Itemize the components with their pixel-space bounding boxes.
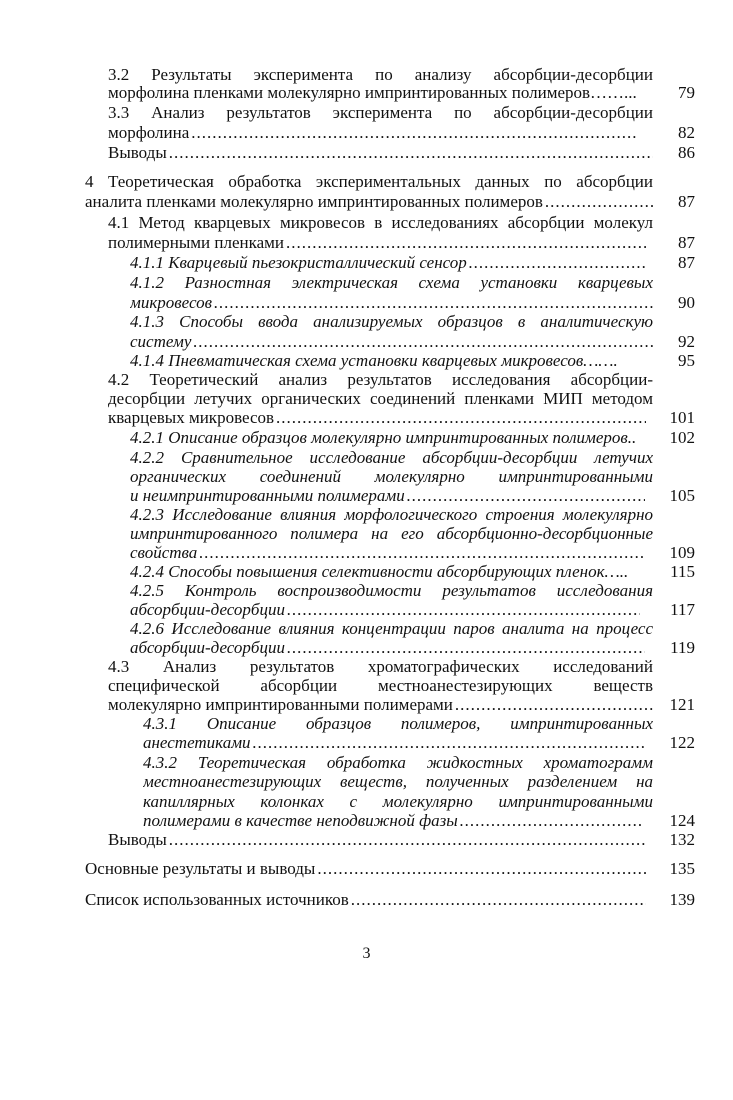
toc-line: абсорбции-десорбции <box>130 600 285 619</box>
dot-leader <box>455 695 653 715</box>
toc-line: 4.2.5 Контроль воспроизводимости результатов исследования <box>130 581 653 600</box>
toc-line: 3.3 Анализ результатов эксперимента по абсорбции-десорбции <box>108 103 653 122</box>
toc-line: 4.2.6 Исследование влияния концентрации паров аналита на процесс <box>130 619 653 638</box>
toc-page-number: 87 <box>678 192 695 211</box>
toc-line: систему <box>130 332 192 351</box>
toc-line-with-leader <box>85 192 653 212</box>
toc-line: местноанестезирующих веществ, полученных разделением на <box>143 772 653 791</box>
toc-line: 4.2.3 Исследование влияния морфологического строения молекулярно <box>130 505 653 524</box>
toc-page-number: 132 <box>669 830 695 849</box>
dot-leader <box>351 890 646 910</box>
toc-line: 4.2.2 Сравнительное исследование абсорбции-десорбции летучих <box>130 448 653 467</box>
toc-page-number: 87 <box>678 233 695 252</box>
toc-page-number: 135 <box>669 859 695 878</box>
toc-page-number: 124 <box>669 811 695 830</box>
toc-line-with-leader <box>143 811 641 831</box>
dot-leader <box>287 638 645 658</box>
toc-line-with-leader <box>130 638 645 658</box>
toc-line: десорбции летучих органических соединений пленками МИП методом <box>108 389 653 408</box>
toc-page-number: 122 <box>669 733 695 752</box>
toc-line: 4.1 Метод кварцевых микровесов в исследованиях абсорбции молекул <box>108 213 653 232</box>
dot-leader <box>287 600 640 620</box>
toc-page-number: 109 <box>669 543 695 562</box>
toc-line: микровесов <box>130 293 213 312</box>
toc-line-with-leader <box>130 293 653 313</box>
dot-leader <box>193 332 653 352</box>
toc-line-with-leader <box>108 143 653 163</box>
toc-line: 4.2.4 Способы повышения селективности абсорбирующих пленок….. <box>130 562 629 581</box>
dot-leader <box>253 733 645 753</box>
toc-line: Выводы <box>108 830 167 849</box>
toc-line-with-leader <box>130 253 645 273</box>
dot-leader <box>286 233 646 253</box>
toc-page-number: 86 <box>678 143 695 162</box>
toc-line: 4 Теоретическая обработка экспериментальных данных по абсорбции <box>85 172 653 191</box>
toc-line: 4.2.1 Описание образцов молекулярно импринтированных полимеров.. <box>130 428 637 447</box>
toc-line: абсорбции-десорбции <box>130 638 285 657</box>
toc-line-with-leader <box>108 830 646 850</box>
toc-line: полимерами в качестве неподвижной фазы <box>143 811 458 830</box>
toc-line: Выводы <box>108 143 167 162</box>
dot-leader <box>169 830 646 850</box>
toc-line-with-leader <box>130 486 645 506</box>
toc-line-with-leader <box>130 600 640 620</box>
toc-line: 4.1.2 Разностная электрическая схема установки кварцевых <box>130 273 653 292</box>
dot-leader <box>199 543 645 563</box>
dot-leader <box>545 192 653 212</box>
toc-page-number: 139 <box>669 890 695 909</box>
page-number: 3 <box>362 945 371 962</box>
toc-page-number: 101 <box>669 408 695 427</box>
toc-page-number: 92 <box>678 332 695 351</box>
toc-line: 4.1.1 Кварцевый пьезокристаллический сенсор <box>130 253 467 272</box>
toc-line: 4.2 Теоретический анализ результатов исследования абсорбции- <box>108 370 653 389</box>
dot-leader <box>469 253 645 273</box>
toc-line: 3.2 Результаты эксперимента по анализу абсорбции-десорбции <box>108 65 653 84</box>
toc-line: аналита пленками молекулярно импринтированных полимеров <box>85 192 543 211</box>
dot-leader <box>276 408 646 428</box>
toc-line-with-leader <box>108 233 646 253</box>
dot-leader <box>407 486 645 506</box>
toc-page-number: 82 <box>678 123 695 142</box>
toc-line-with-leader <box>85 859 646 879</box>
toc-page-number: 79 <box>678 83 695 102</box>
dot-leader <box>460 811 641 831</box>
toc-line: Список использованных источников <box>85 890 349 909</box>
dot-leader <box>214 293 653 313</box>
toc-line: 4.3.1 Описание образцов полимеров, импринтированных <box>143 714 653 733</box>
toc-line-with-leader <box>130 332 653 352</box>
toc-line: молекулярно импринтированными полимерами <box>108 695 453 714</box>
toc-line: свойства <box>130 543 198 562</box>
toc-page-number: 102 <box>669 428 695 447</box>
toc-line: импринтированного полимера на его абсорбционно-десорбционные <box>130 524 653 543</box>
toc-line: и неимпринтированными полимерами <box>130 486 405 505</box>
toc-page-number: 117 <box>670 600 695 619</box>
dot-leader <box>191 123 638 143</box>
toc-line: морфолина <box>108 123 190 142</box>
toc-line: капиллярных колонках с молекулярно импринтированными <box>143 792 653 811</box>
toc-line: морфолина пленками молекулярно импринтированных полимеров……... <box>108 83 637 102</box>
toc-line: 4.3 Анализ результатов хроматографических исследований <box>108 657 653 676</box>
dot-leader <box>169 143 653 163</box>
toc-line: 4.3.2 Теоретическая обработка жидкостных хроматограмм <box>143 753 653 772</box>
toc-line-with-leader <box>108 695 653 715</box>
toc-line-with-leader <box>108 123 638 143</box>
toc-line-with-leader <box>130 543 645 563</box>
toc-line-with-leader <box>85 890 646 910</box>
toc-page-number: 90 <box>678 293 695 312</box>
toc-line: кварцевых микровесов <box>108 408 275 427</box>
toc-page-number: 121 <box>669 695 695 714</box>
toc-page-number: 119 <box>670 638 695 657</box>
toc-line: Основные результаты и выводы <box>85 859 316 878</box>
toc-page-number: 115 <box>670 562 695 581</box>
toc-line-with-leader <box>143 733 645 753</box>
toc-line: органических соединений молекулярно импринтированными <box>130 467 653 486</box>
dot-leader <box>317 859 646 879</box>
toc-line: анестетиками <box>143 733 251 752</box>
toc-line-with-leader <box>108 408 646 428</box>
toc-line: 4.1.4 Пневматическая схема установки кварцевых микровесов……. <box>130 351 618 370</box>
toc-line: специфической абсорбции местноанестезирующих веществ <box>108 676 653 695</box>
toc-page-number: 95 <box>678 351 695 370</box>
toc-line: полимерными пленками <box>108 233 285 252</box>
toc-page-number: 105 <box>669 486 695 505</box>
toc-page-number: 87 <box>678 253 695 272</box>
toc-line: 4.1.3 Способы ввода анализируемых образцов в аналитическую <box>130 312 653 331</box>
